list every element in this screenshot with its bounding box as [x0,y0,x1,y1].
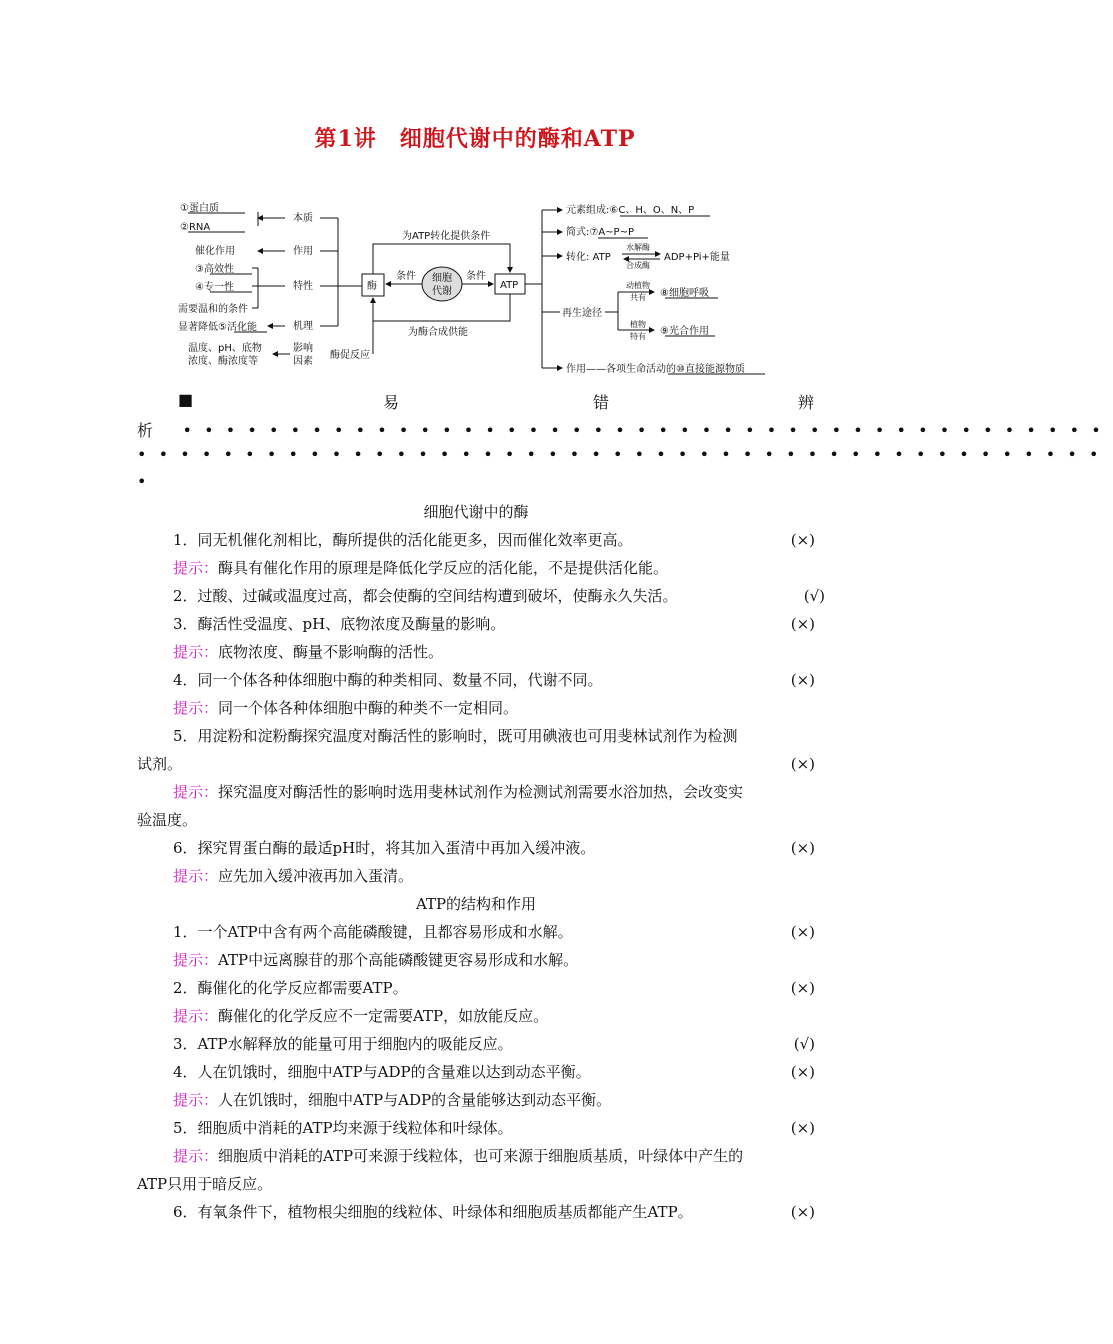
diag-hydrolase: 水解酶 [626,243,650,252]
diag-left-item: ②RNA [180,222,211,233]
diag-label-influence: 影响 [293,343,313,354]
hint: 提示：应先加入缓冲液再加入蛋清。 [173,867,414,885]
diag-label-nature: 本质 [293,213,313,224]
hint: 提示：底物浓度、酶量不影响酶的活性。 [173,643,444,661]
hint: 提示：ATP中远离腺苷的那个高能磷酸键更容易形成和水解。 [173,951,579,969]
diag-left-item: 显著降低⑤活化能 [178,322,257,333]
question-cont: 试剂。 (×) [137,755,815,773]
hint-cont: 验温度。 [137,811,198,829]
heading-char: 错 [593,393,610,412]
question: 6．有氧条件下，植物根尖细胞的线粒体、叶绿体和细胞质基质都能产生ATP。 (×) [173,1203,815,1221]
content [137,498,825,1226]
diag-plant: 植物 [630,320,646,329]
question: 4．人在饥饿时，细胞中ATP与ADP的含量难以达到动态平衡。 (×) [173,1063,815,1081]
section-heading: ATP的结构和作用 [415,895,537,913]
hint: 提示：探究温度对酶活性的影响时选用斐林试剂作为检测试剂需要水浴加热，会改变实 [173,783,744,801]
diag-label-mechanism: 机理 [293,321,313,332]
diag-conversion-prefix: 转化: ATP [566,252,611,263]
hint: 提示：同一个体各种体细胞中酶的种类不一定相同。 [173,699,519,717]
diag-cond-left: 条件 [396,271,416,282]
question: 2．过酸、过碱或温度过高，都会使酶的空间结构遭到破坏，使酶永久失活。 (√) [173,587,825,605]
diag-function: 作用——各项生命活动的⑩直接能源物质 [566,364,745,375]
heading-square: ■ [178,390,194,409]
heading-char: 辨 [798,393,815,412]
diag-left-item: 需要温和的条件 [178,304,248,315]
hint: 提示：细胞质中消耗的ATP可来源于线粒体，也可来源于细胞质基质，叶绿体中产生的 [173,1147,744,1165]
question: 2．酶催化的化学反应都需要ATP。 (×) [173,979,815,997]
section-heading: 细胞代谢中的酶 [423,503,529,521]
diag-top-arrow-label: 为ATP转化提供条件 [402,231,491,242]
hint: 提示：酶具有催化作用的原理是降低化学反应的活化能，不是提供活化能。 [173,559,669,577]
diag-atp: ATP [500,280,519,291]
question: 6．探究胃蛋白酶的最适pH时，将其加入蛋清中再加入缓冲液。 (×) [173,839,815,857]
diag-regen: 再生途径 [562,308,602,319]
diag-cell-1: 细胞 [432,273,452,284]
diag-left-item: ③高效性 [195,264,234,275]
diag-bottom-arrow-label: 为酶合成供能 [408,327,468,338]
diag-enzyme: 酶 [367,281,377,292]
hint-cont: ATP只用于暗反应。 [137,1175,273,1193]
heading-char: 易 [383,393,400,412]
diag-left-item: 浓度、酶浓度等 [188,356,258,367]
question: 1．一个ATP中含有两个高能磷酸键，且都容易形成和水解。 (×) [173,923,815,941]
page-title: 第1讲 细胞代谢中的酶和ATP [314,126,636,152]
diag-left-item: ①蛋白质 [180,203,219,214]
diag-left-item: ④专一性 [195,282,234,293]
question: 3．酶活性受温度、pH、底物浓度及酶量的影响。 (×) [173,615,815,633]
diag-label-factors: 因素 [293,356,313,367]
diag-conversion-suffix: ADP+Pi+能量 [664,252,730,263]
diag-left-item: 温度、pH、底物 [188,343,262,354]
dotted-line: ••••••••••••••••••••••••••••••••••••••••••••• [137,445,1111,464]
diag-cell-2: 代谢 [432,286,452,297]
hint: 提示：酶催化的化学反应不一定需要ATP，如放能反应。 [173,1007,549,1025]
heading-char: 析 [137,421,166,440]
dotted-line: • [137,472,159,491]
diag-unique: 特有 [630,332,646,341]
diag-synthase: 合成酶 [626,261,650,270]
concept-map-diagram [170,196,770,380]
diag-photosynthesis: ⑨光合作用 [660,326,709,337]
diag-left-item: 催化作用 [195,246,235,257]
question: 3．ATP水解释放的能量可用于细胞内的吸能反应。 (√) [173,1035,815,1053]
diag-shared: 共有 [630,293,646,302]
diag-animal-plant: 动植物 [626,281,650,290]
diag-label-function: 作用 [293,246,313,257]
diag-respiration: ⑧细胞呼吸 [660,288,709,299]
question: 4．同一个体各种体细胞中酶的种类相同、数量不同，代谢不同。 (×) [173,671,815,689]
diag-label-property: 特性 [293,281,313,292]
question: 5．细胞质中消耗的ATP均来源于线粒体和叶绿体。 (×) [173,1119,815,1137]
diag-label-reaction: 酶促反应 [330,350,370,361]
question: 5．用淀粉和淀粉酶探究温度对酶活性的影响时，既可用碘液也可用斐林试剂作为检测 [173,727,738,745]
dotted-line: 析 ••••••••••••••••••••••••••••••••••••••••••• [137,421,1113,440]
question: 1．同无机催化剂相比，酶所提供的活化能更多，因而催化效率更高。 (×) [173,531,815,549]
diag-elements: 元素组成:⑥C、H、O、N、P [566,205,695,216]
hint: 提示：人在饥饿时，细胞中ATP与ADP的含量能够达到动态平衡。 [173,1091,612,1109]
diag-cond-right: 条件 [466,271,486,282]
diag-formula: 简式:⑦A~P~P [566,227,634,238]
